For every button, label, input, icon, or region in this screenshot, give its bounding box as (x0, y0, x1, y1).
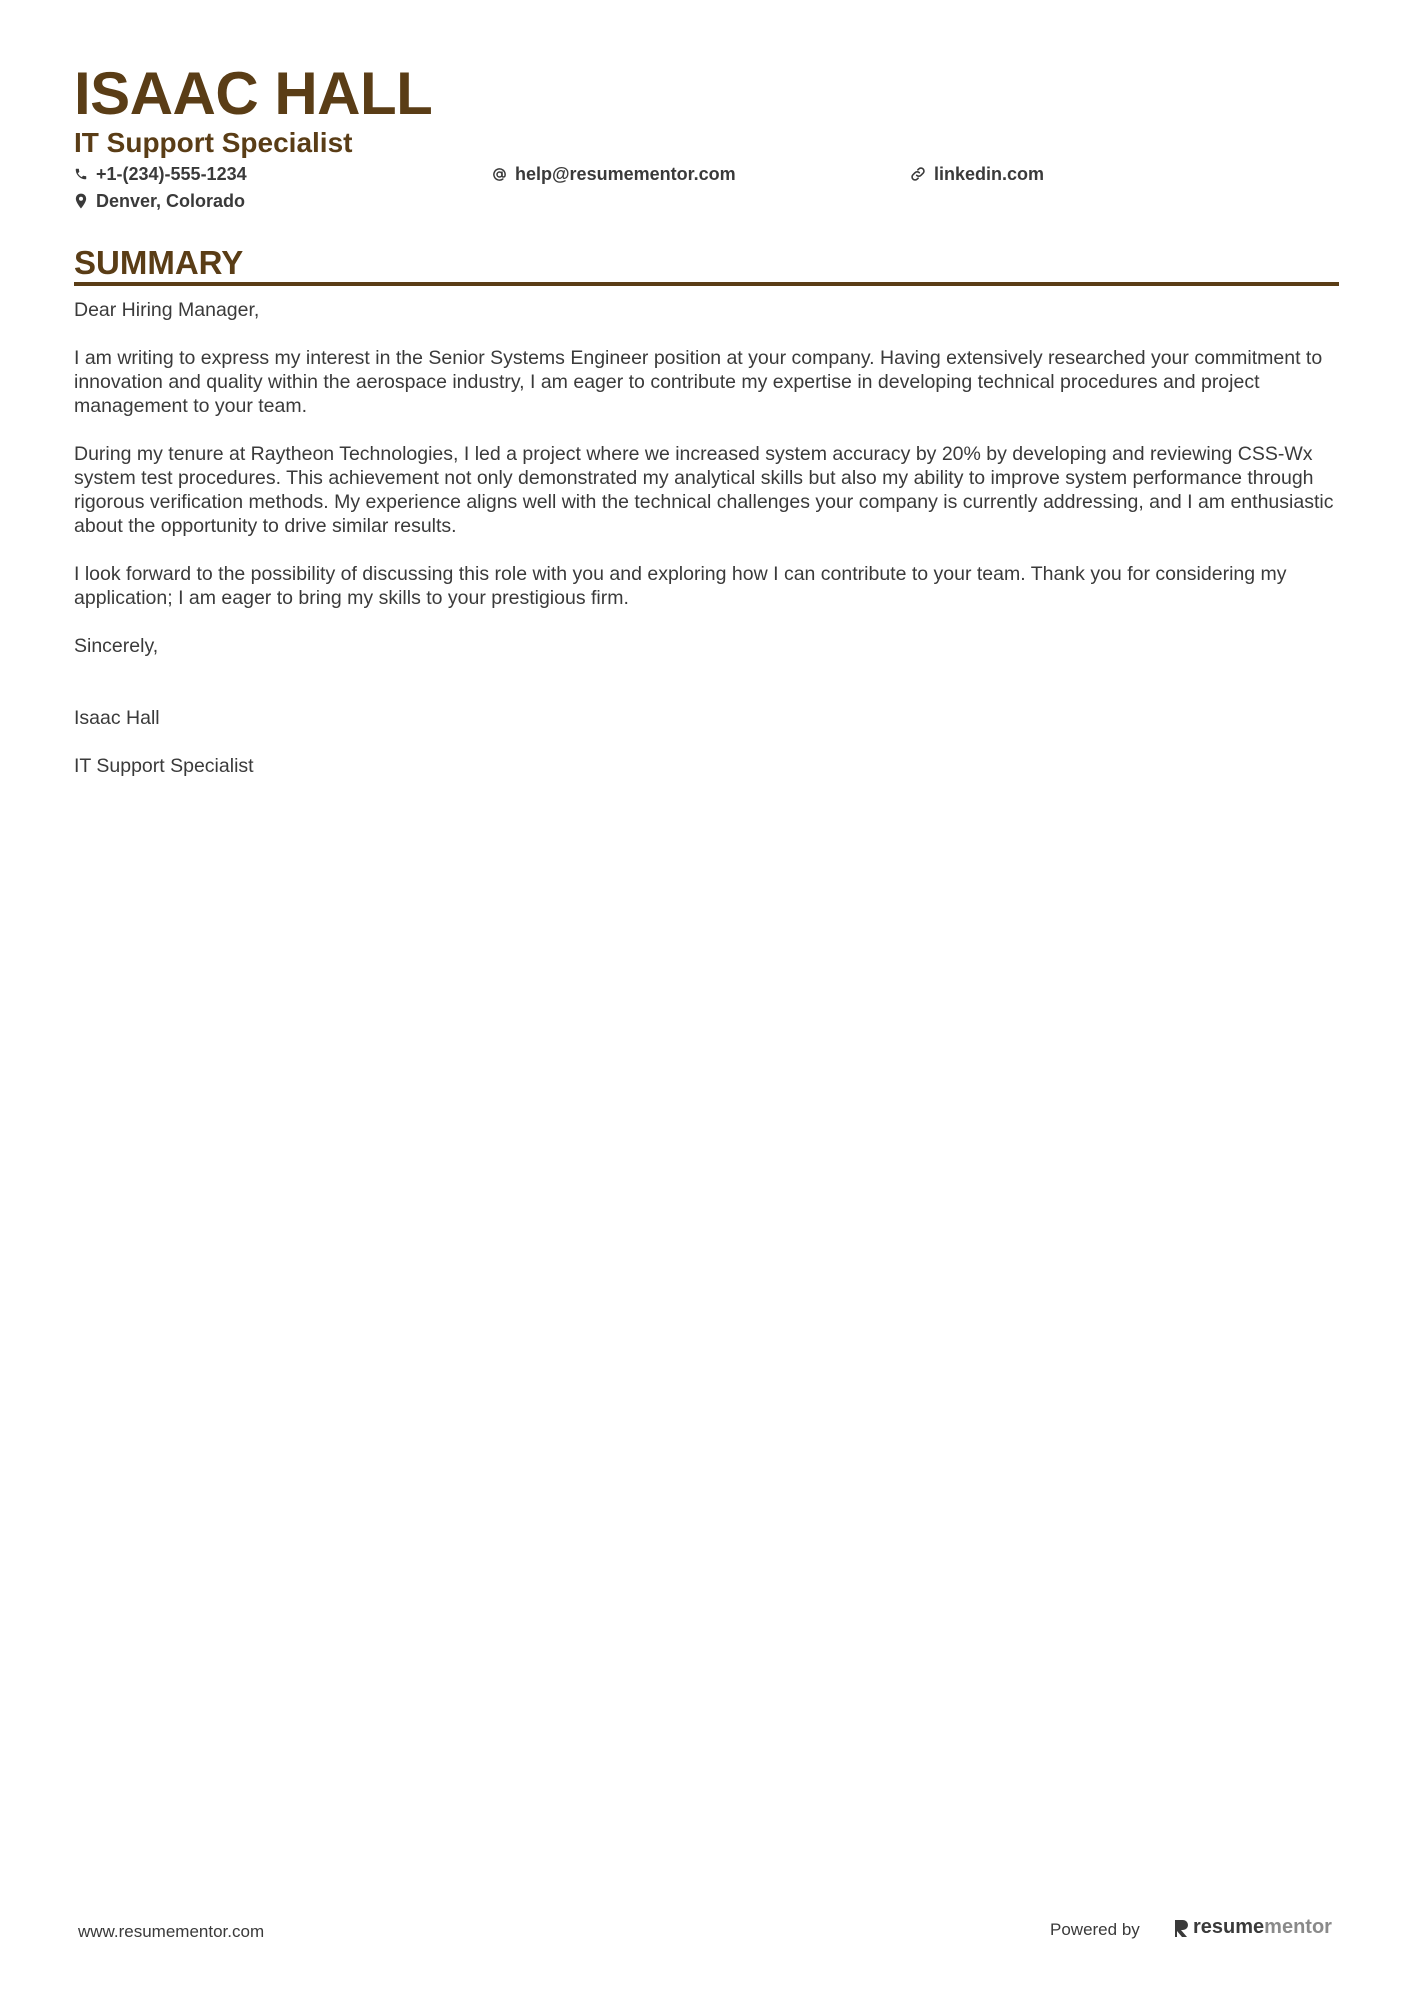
logo-word-mentor: mentor (1264, 1916, 1332, 1938)
letter-paragraph-2: During my tenure at Raytheon Technologies, I led a project where we increased system accuracy by 20% by developing and reviewing CSS-Wx system test procedures. This achievement not only demonstrated my analytical skills but also my ability to improve system performance through rigorous verification methods. My experience aligns well with the technical challenges your company is currently addressing, and I am enthusiastic about the opportunity to drive similar results. (74, 443, 1334, 537)
contact-phone (74, 162, 247, 186)
letter-greeting: Dear Hiring Manager, (74, 299, 260, 321)
email-text[interactable]: help@resumementor.com (515, 164, 736, 184)
resumementor-logo-icon (1173, 1918, 1189, 1938)
summary-heading: SUMMARY (74, 244, 244, 281)
section-divider (74, 282, 1339, 286)
link-text[interactable]: linkedin.com (934, 164, 1045, 184)
location-text: Denver, Colorado (96, 191, 246, 211)
logo-word-resume: resume (1193, 1916, 1265, 1938)
link-icon (910, 166, 926, 182)
signature-name: Isaac Hall (74, 707, 160, 729)
phone-text: +1-(234)-555-1234 (96, 164, 247, 184)
powered-by-label: Powered by (1050, 1920, 1140, 1939)
candidate-role: IT Support Specialist (74, 127, 353, 158)
letter-closing: Sincerely, (74, 635, 159, 657)
signature-title: IT Support Specialist (74, 755, 254, 777)
at-icon (492, 167, 507, 182)
resumementor-logo[interactable] (1173, 1916, 1332, 1939)
contact-link[interactable] (910, 162, 1044, 186)
logo-wordmark (1193, 1916, 1332, 1939)
letter-paragraph-3: I look forward to the possibility of discussing this role with you and exploring how I can contribute to your team. Thank you for considering my application; I am eager to bring my skills to your prestigious firm. (74, 563, 1287, 609)
location-pin-icon (74, 193, 88, 209)
contact-location (74, 189, 245, 213)
letter-body (74, 298, 1339, 802)
letter-paragraph-1: I am writing to express my interest in the Senior Systems Engineer position at your company. Having extensively researched your commitment to innovation and quality within the aerospace industry, I am eager to contribute my expertise in developing technical procedures and project management to your team. (74, 347, 1323, 417)
phone-icon (74, 167, 88, 181)
candidate-name: ISAAC HALL (74, 60, 433, 127)
footer-url[interactable]: www.resumementor.com (78, 1922, 265, 1941)
contact-email[interactable] (492, 162, 736, 186)
